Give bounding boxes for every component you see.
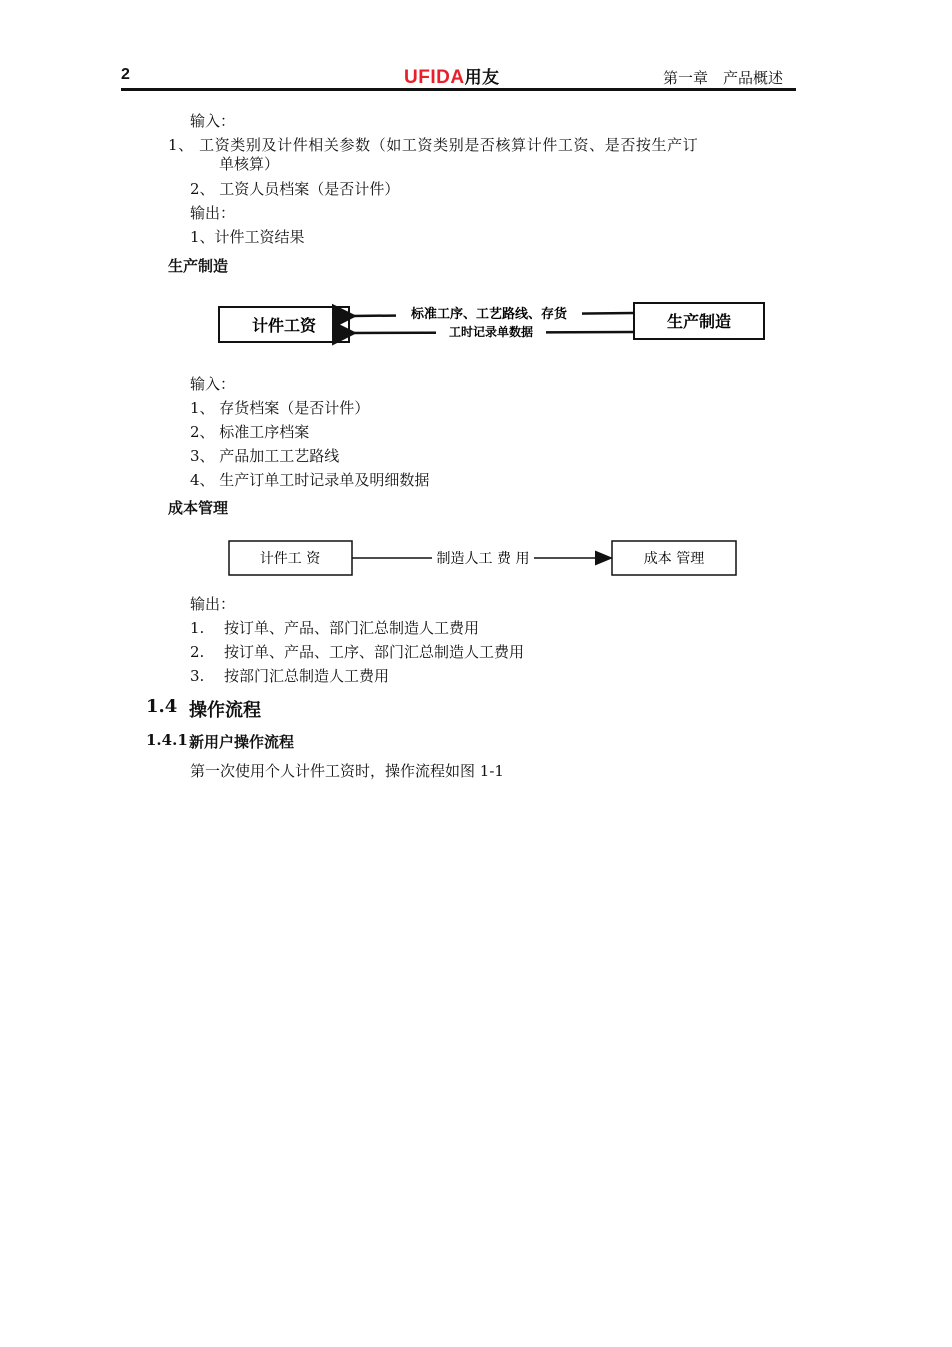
section-1-4-title: 操作流程 xyxy=(189,700,261,721)
section-1-4-1-number: 1.4.1 xyxy=(146,731,188,749)
arrow-labor-cost-label: 制造人工 费 用 xyxy=(436,551,530,567)
logo-cn: 用友 xyxy=(464,68,500,87)
cost-output-item: 按订单、产品、工序、部门汇总制造人工费用 xyxy=(224,643,525,661)
output-label: 输出： xyxy=(190,204,236,222)
cost-output-item-num: 1. xyxy=(190,619,205,637)
section-1-4-1-body: 第一次使用个人计件工资时，操作流程如图 1-1 xyxy=(190,762,504,780)
arrow2-label: 工时记录单数据 xyxy=(448,325,534,339)
production-input-label: 输入： xyxy=(190,375,236,393)
production-input-item: 3、 产品加工工艺路线 xyxy=(190,447,340,465)
logo-latin: UFIDA xyxy=(404,67,465,88)
input-item-2: 2、 工资人员档案（是否计件） xyxy=(190,180,400,198)
production-input-item: 2、 标准工序档案 xyxy=(190,423,310,441)
cost-diagram xyxy=(0,520,952,590)
cost-heading: 成本管理 xyxy=(168,499,229,517)
production-diagram xyxy=(0,0,952,380)
cost-output-item: 按部门汇总制造人工费用 xyxy=(224,667,390,685)
cost-output-item-num: 2. xyxy=(190,643,205,661)
box-cost-management-label: 成本 管理 xyxy=(643,551,705,567)
section-1-4-number: 1.4 xyxy=(146,696,178,717)
box-piecework-wage-label: 计件工资 xyxy=(251,316,317,335)
production-input-item: 4、 生产订单工时记录单及明细数据 xyxy=(190,471,430,489)
cost-output-label: 输出： xyxy=(190,595,236,613)
box-production-label: 生产制造 xyxy=(666,312,732,331)
input-item-1-cont: 单核算） xyxy=(219,155,280,173)
input-label: 输入： xyxy=(190,112,236,130)
input-item-1: 1、 工资类别及计件相关参数（如工资类别是否核算计件工资、是否按生产订 xyxy=(168,136,699,154)
chapter-title: 第一章 产品概述 xyxy=(663,69,784,87)
production-heading: 生产制造 xyxy=(168,257,229,275)
cost-output-item: 按订单、产品、部门汇总制造人工费用 xyxy=(224,619,480,637)
box-piecework-wage-cost-label: 计件工 资 xyxy=(259,551,321,567)
section-1-4-1-title: 新用户操作流程 xyxy=(189,733,295,751)
page-number: 2 xyxy=(121,66,130,83)
output-item-1: 1、计件工资结果 xyxy=(190,228,305,246)
arrow1-label: 标准工序、工艺路线、存货 xyxy=(410,307,568,322)
production-input-item: 1、 存货档案（是否计件） xyxy=(190,399,370,417)
cost-output-item-num: 3. xyxy=(190,667,205,685)
